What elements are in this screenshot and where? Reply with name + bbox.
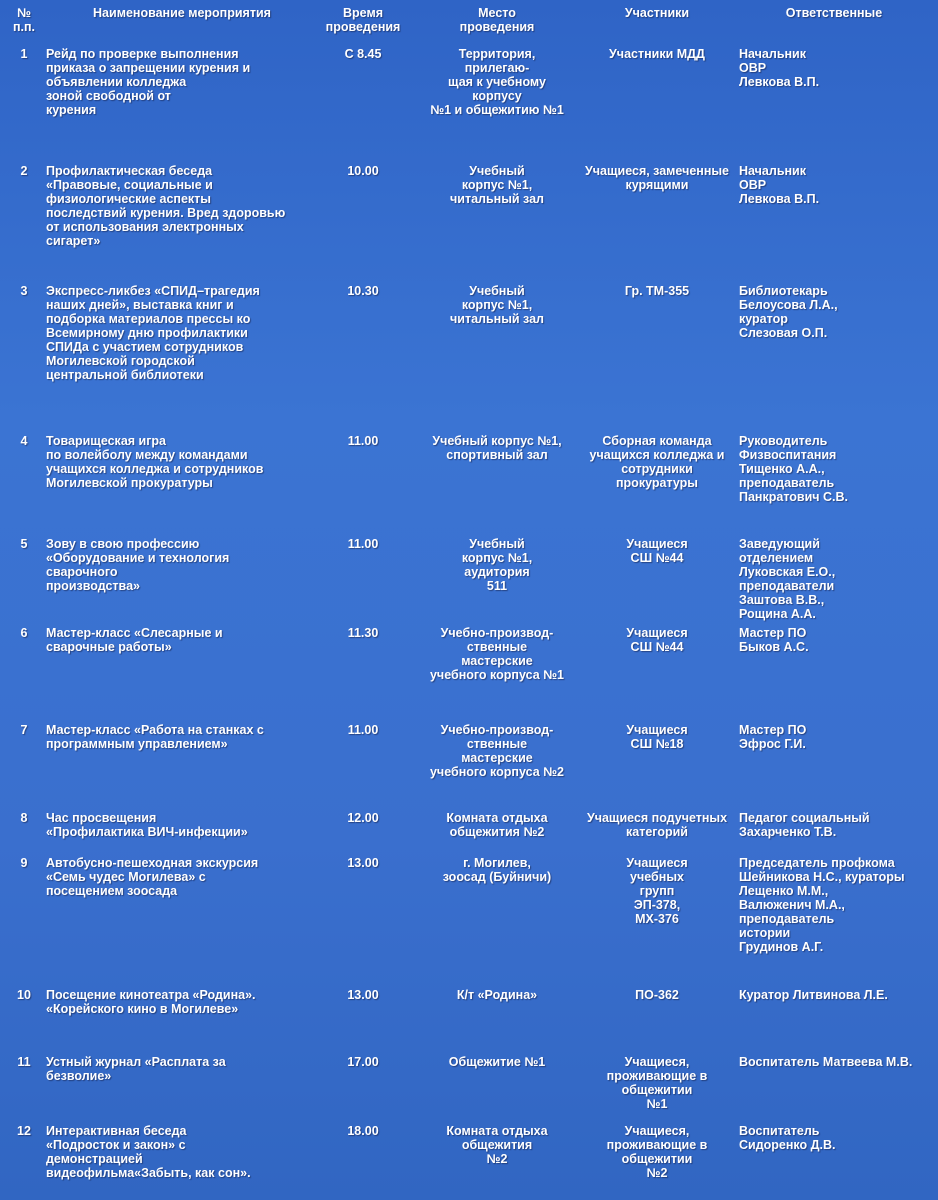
row-place: Учебный корпус №1, читальный зал xyxy=(450,164,544,206)
row-time: 12.00 xyxy=(347,811,379,825)
row-number: 11 xyxy=(17,1055,31,1069)
row-place: К/т «Родина» xyxy=(456,988,538,1002)
row-event-name: Интерактивная беседа «Подросток и закон» с демонстрацией видеофильма«Забыть, как сон». xyxy=(46,1124,251,1180)
header-number: № п.п. xyxy=(12,6,36,34)
row-time: 13.00 xyxy=(347,856,379,870)
row-participants: Сборная команда учащихся колледжа и сотрудники прокуратуры xyxy=(589,434,725,490)
row-event-name: Автобусно-пешеходная экскурсия «Семь чудес Могилева» с посещением зоосада xyxy=(46,856,259,898)
row-participants: Учащиеся СШ №18 xyxy=(626,723,688,751)
row-responsible: Заведующий отделением Луковская Е.О., преподаватели Заштова В.В., Рощина А.А. xyxy=(739,537,836,621)
row-time: 11.00 xyxy=(347,723,379,737)
row-event-name: Зову в свою профессию «Оборудование и технология сварочного производства» xyxy=(46,537,230,593)
row-place: Территория, прилегаю- щая к учебному корпусу №1 и общежитию №1 xyxy=(430,47,564,117)
row-responsible: Воспитатель Матвеева М.В. xyxy=(739,1055,913,1069)
row-participants: Учащиеся СШ №44 xyxy=(626,537,688,565)
row-number: 3 xyxy=(20,284,28,298)
row-place: Учебно-производ- ственные мастерские учебного корпуса №1 xyxy=(429,626,565,682)
row-responsible: Воспитатель Сидоренко Д.В. xyxy=(739,1124,836,1152)
row-number: 10 xyxy=(17,988,31,1002)
row-number: 5 xyxy=(20,537,28,551)
row-number: 9 xyxy=(20,856,28,870)
row-place: г. Могилев, зоосад (Буйничи) xyxy=(442,856,552,884)
row-place: Общежитие №1 xyxy=(448,1055,546,1069)
row-event-name: Мастер-класс «Слесарные и сварочные работы» xyxy=(46,626,223,654)
row-responsible: Библиотекарь Белоусова Л.А., куратор Слезовая О.П. xyxy=(739,284,838,340)
row-time: 11.00 xyxy=(347,434,379,448)
row-participants: Участники МДД xyxy=(609,47,705,61)
row-participants: Учащиеся СШ №44 xyxy=(626,626,688,654)
row-responsible: Руководитель Физвоспитания Тищенко А.А., преподаватель Панкратович С.В. xyxy=(739,434,849,504)
row-responsible: Куратор Литвинова Л.Е. xyxy=(739,988,888,1002)
row-event-name: Посещение кинотеатра «Родина». «Корейского кино в Могилеве» xyxy=(46,988,256,1016)
row-place: Учебный корпус №1, читальный зал xyxy=(450,284,544,326)
row-event-name: Рейд по проверке выполнения приказа о запрещении курения и объявлении колледжа зоной свободной от курения xyxy=(46,47,251,117)
row-time: 11.30 xyxy=(347,626,379,640)
row-responsible: Начальник ОВР Левкова В.П. xyxy=(739,164,820,206)
row-number: 7 xyxy=(20,723,28,737)
row-time: 18.00 xyxy=(347,1124,379,1138)
row-place: Комната отдыха общежития №2 xyxy=(446,811,548,839)
row-participants: Учащиеся, проживающие в общежитии №1 xyxy=(606,1055,708,1111)
row-time: 10.30 xyxy=(347,284,379,298)
row-time: 11.00 xyxy=(347,537,379,551)
row-responsible: Мастер ПО Эфрос Г.И. xyxy=(739,723,807,751)
row-number: 2 xyxy=(20,164,28,178)
row-participants: Гр. ТМ-355 xyxy=(624,284,690,298)
row-number: 4 xyxy=(20,434,28,448)
row-number: 1 xyxy=(20,47,28,61)
row-place: Учебно-производ- ственные мастерские учебного корпуса №2 xyxy=(429,723,565,779)
header-time: Время проведения xyxy=(325,6,401,34)
row-event-name: Мастер-класс «Работа на станках с программным управлением» xyxy=(46,723,264,751)
row-event-name: Экспресс-ликбез «СПИД–трагедия наших дней», выставка книг и подборка материалов прессы ко Всемирному дню профилактики СПИДа с участием сотрудников Могилевской городской центральной библиотеки xyxy=(46,284,260,382)
row-time: С 8.45 xyxy=(344,47,382,61)
row-event-name: Профилактическая беседа «Правовые, социальные и физиологические аспекты последствий курения. Вред здоровью от использования электронных сигарет» xyxy=(46,164,286,248)
header-participants: Участники xyxy=(624,6,690,20)
row-event-name: Товарищеская игра по волейболу между командами учащихся колледжа и сотрудников Могилевской прокуратуры xyxy=(46,434,264,490)
header-place: Место проведения xyxy=(459,6,535,34)
header-responsible: Ответственные xyxy=(785,6,883,20)
row-responsible: Председатель профкома Шейникова Н.С., кураторы Лещенко М.М., Валюженич М.А., преподаватель истории Грудинов А.Г. xyxy=(739,856,905,954)
row-number: 6 xyxy=(20,626,28,640)
header-event-name: Наименование мероприятия xyxy=(93,6,271,20)
row-place: Учебный корпус №1, аудитория 511 xyxy=(461,537,533,593)
row-responsible: Начальник ОВР Левкова В.П. xyxy=(739,47,820,89)
row-responsible: Педагог социальный Захарченко Т.В. xyxy=(739,811,870,839)
row-place: Учебный корпус №1, спортивный зал xyxy=(432,434,562,462)
row-time: 13.00 xyxy=(347,988,379,1002)
row-participants: ПО-362 xyxy=(635,988,679,1002)
row-responsible: Мастер ПО Быков А.С. xyxy=(739,626,809,654)
row-participants: Учащиеся подучетных категорий xyxy=(586,811,728,839)
row-participants: Учащиеся учебных групп ЭП-378, МХ-376 xyxy=(626,856,688,926)
row-participants: Учащиеся, проживающие в общежитии №2 xyxy=(606,1124,708,1180)
row-participants: Учащиеся, замеченные курящими xyxy=(584,164,730,192)
row-place: Комната отдыха общежития №2 xyxy=(446,1124,548,1166)
row-number: 8 xyxy=(20,811,28,825)
row-time: 17.00 xyxy=(347,1055,379,1069)
row-time: 10.00 xyxy=(347,164,379,178)
row-number: 12 xyxy=(17,1124,31,1138)
row-event-name: Устный журнал «Расплата за безволие» xyxy=(46,1055,226,1083)
row-event-name: Час просвещения «Профилактика ВИЧ-инфекции» xyxy=(46,811,248,839)
